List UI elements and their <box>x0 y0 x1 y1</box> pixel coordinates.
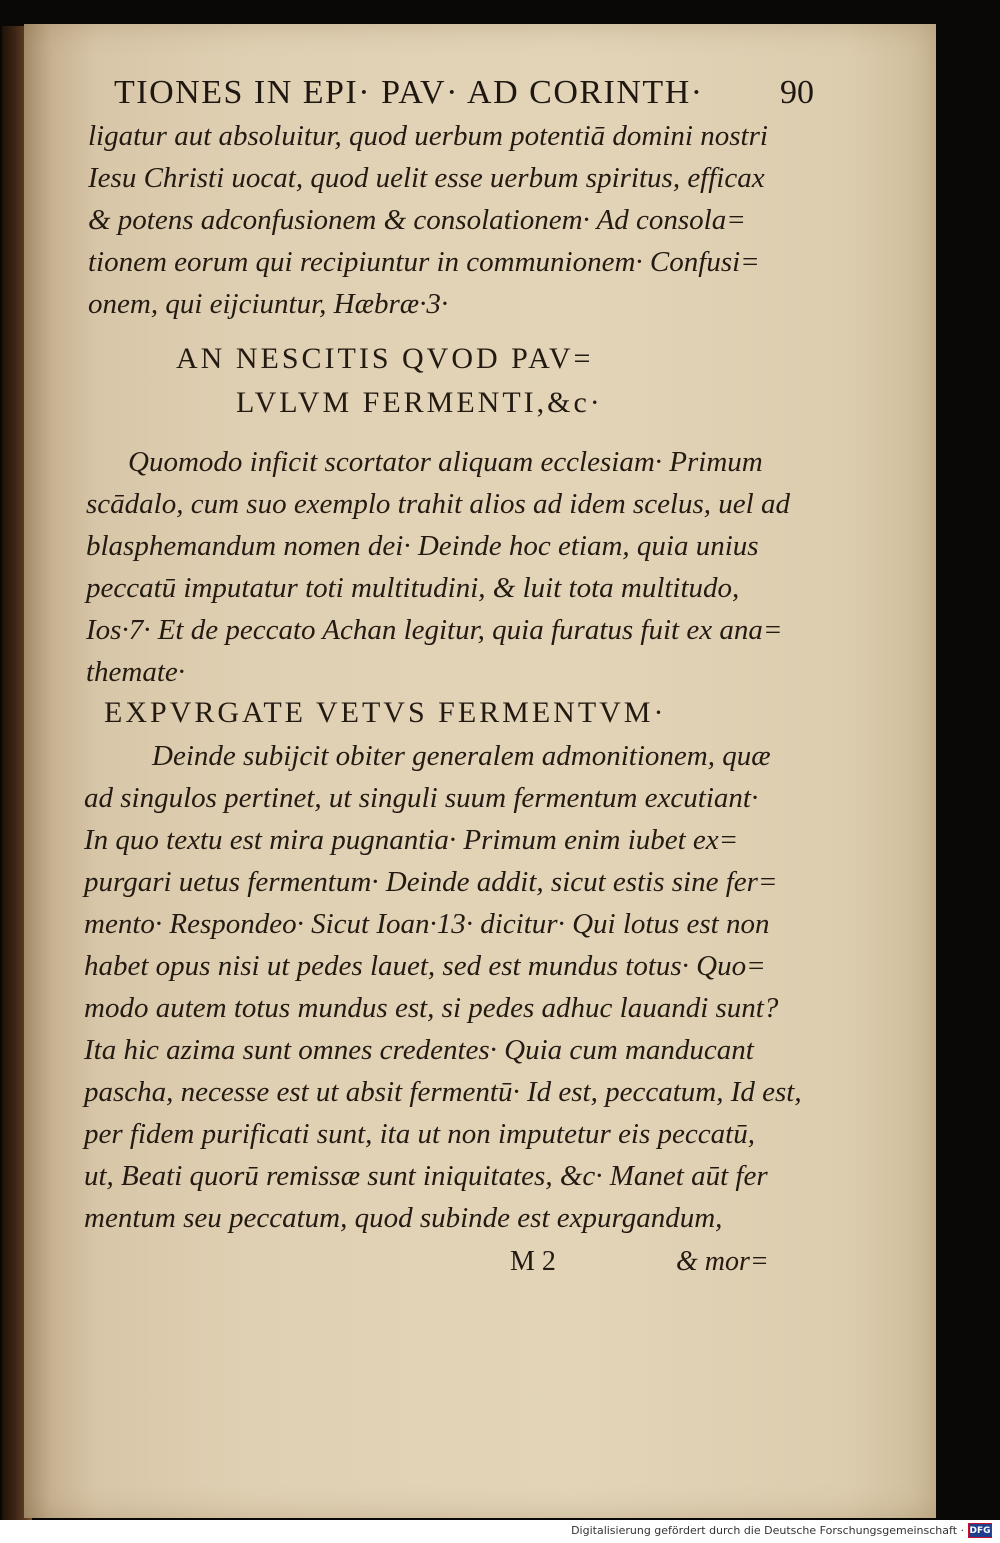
body-line: habet opus nisi ut pedes lauet, sed est mundus totus· Quo= <box>84 950 766 982</box>
body-line: Iesu Christi uocat, quod uelit esse uerbum spiritus, efficax <box>88 162 765 194</box>
body-line: In quo textu est mira pugnantia· Primum enim iubet ex= <box>84 824 739 856</box>
body-line: Deinde subijcit obiter generalem admonitionem, quæ <box>152 740 771 772</box>
section-heading: LVLVM FERMENTI,&c· <box>236 386 603 419</box>
body-line: & potens adconfusionem & consolationem· Ad consola= <box>88 204 746 236</box>
dfg-logo-icon: DFG <box>968 1523 992 1538</box>
body-line: ad singulos pertinet, ut singuli suum fermentum excutiant· <box>84 782 759 814</box>
funding-notice: Digitalisierung gefördert durch die Deutsche Forschungsgemeinschaft · <box>571 1524 964 1537</box>
body-line: mento· Respondeo· Sicut Ioan·13· dicitur· Qui lotus est non <box>84 908 770 940</box>
body-line: ligatur aut absoluitur, quod uerbum potentiā domini nostri <box>88 120 768 152</box>
footer-bar <box>0 1520 1000 1543</box>
section-heading: EXPVRGATE VETVS FERMENTVM· <box>104 696 667 729</box>
body-line: Ios·7· Et de peccato Achan legitur, quia furatus fuit ex ana= <box>86 614 783 646</box>
body-line: peccatū imputatur toti multitudini, & luit tota multitudo, <box>86 572 740 604</box>
body-line: per fidem purificati sunt, ita ut non imputetur eis peccatū, <box>84 1118 755 1150</box>
page-number: 90 <box>780 74 814 111</box>
body-line: purgari uetus fermentum· Deinde addit, sicut estis sine fer= <box>84 866 778 898</box>
body-line: Quomodo inficit scortator aliquam ecclesiam· Primum <box>128 446 763 478</box>
body-line: blasphemandum nomen dei· Deinde hoc etiam, quia unius <box>86 530 759 562</box>
body-line: tionem eorum qui recipiuntur in communionem· Confusi= <box>88 246 760 278</box>
body-line: mentum seu peccatum, quod subinde est expurgandum, <box>84 1202 723 1234</box>
body-line: ut, Beati quorū remissæ sunt iniquitates, &c· Manet aūt fer <box>84 1160 768 1192</box>
catchword: & mor= <box>676 1246 769 1277</box>
body-line: Ita hic azima sunt omnes credentes· Quia cum manducant <box>84 1034 754 1066</box>
body-line: pascha, necesse est ut absit fermentū· Id est, peccatum, Id est, <box>84 1076 802 1108</box>
body-line: onem, qui eijciuntur, Hæbræ·3· <box>88 288 449 320</box>
book-page <box>24 24 936 1518</box>
section-heading: AN NESCITIS QVOD PAV= <box>176 342 594 375</box>
body-line: themate· <box>86 656 186 688</box>
running-head: TIONES IN EPI· PAV· AD CORINTH· <box>114 74 704 111</box>
body-line: scādalo, cum suo exemplo trahit alios ad idem scelus, uel ad <box>86 488 790 520</box>
signature-mark: M 2 <box>510 1246 556 1277</box>
body-line: modo autem totus mundus est, si pedes adhuc lauandi sunt? <box>84 992 779 1024</box>
